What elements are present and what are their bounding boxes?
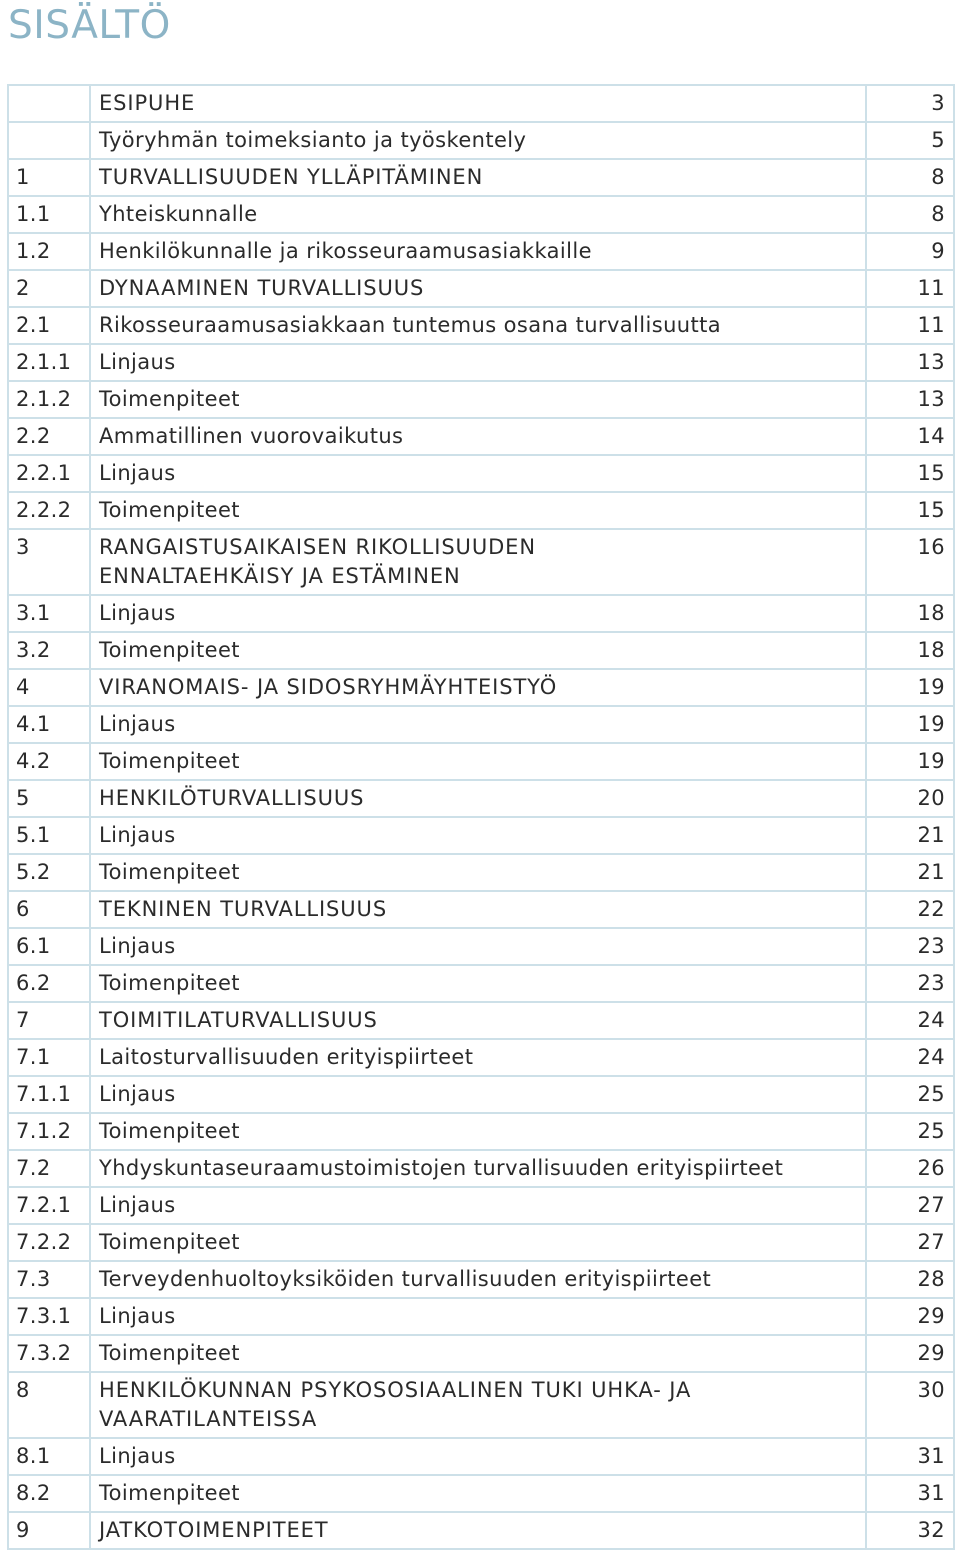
toc-page-number: 20 bbox=[866, 780, 954, 817]
toc-page-number: 3 bbox=[866, 85, 954, 122]
toc-page-number: 25 bbox=[866, 1113, 954, 1150]
toc-row[interactable] bbox=[8, 1002, 954, 1039]
toc-page-number: 24 bbox=[866, 1039, 954, 1076]
toc-section-number: 2.1.1 bbox=[8, 344, 90, 381]
toc-row[interactable] bbox=[8, 854, 954, 891]
toc-section-title: HENKILÖTURVALLISUUS bbox=[90, 780, 866, 817]
toc-section-number: 7.2.2 bbox=[8, 1224, 90, 1261]
toc-page-number: 24 bbox=[866, 1002, 954, 1039]
toc-row[interactable] bbox=[8, 891, 954, 928]
toc-section-title: TEKNINEN TURVALLISUUS bbox=[90, 891, 866, 928]
toc-section-number bbox=[8, 85, 90, 122]
toc-section-number: 7.1.1 bbox=[8, 1076, 90, 1113]
toc-row[interactable] bbox=[8, 529, 954, 595]
toc-page-number: 19 bbox=[866, 669, 954, 706]
toc-section-number: 2.1 bbox=[8, 307, 90, 344]
toc-row[interactable] bbox=[8, 1475, 954, 1512]
toc-section-title: Toimenpiteet bbox=[90, 743, 866, 780]
toc-page-number: 26 bbox=[866, 1150, 954, 1187]
toc-section-title: TURVALLISUUDEN YLLÄPITÄMINEN bbox=[90, 159, 866, 196]
toc-page-number: 15 bbox=[866, 455, 954, 492]
toc-section-number: 3.2 bbox=[8, 632, 90, 669]
toc-section-number: 4 bbox=[8, 669, 90, 706]
toc-page-number: 28 bbox=[866, 1261, 954, 1298]
toc-page-number: 19 bbox=[866, 743, 954, 780]
toc-section-number: 7 bbox=[8, 1002, 90, 1039]
toc-page-number: 9 bbox=[866, 233, 954, 270]
toc-section-title: Laitosturvallisuuden erityispiirteet bbox=[90, 1039, 866, 1076]
toc-section-number: 2.2 bbox=[8, 418, 90, 455]
toc-page-number: 31 bbox=[866, 1438, 954, 1475]
toc-row[interactable] bbox=[8, 965, 954, 1002]
toc-section-title: Toimenpiteet bbox=[90, 965, 866, 1002]
toc-section-title: Toimenpiteet bbox=[90, 854, 866, 891]
toc-section-title: Linjaus bbox=[90, 1076, 866, 1113]
toc-section-number: 8.2 bbox=[8, 1475, 90, 1512]
toc-page-number: 13 bbox=[866, 344, 954, 381]
toc-section-title: Terveydenhuoltoyksiköiden turvallisuuden erityispiirteet bbox=[90, 1261, 866, 1298]
toc-row[interactable] bbox=[8, 85, 954, 122]
toc-page-number: 31 bbox=[866, 1475, 954, 1512]
toc-section-number: 6.1 bbox=[8, 928, 90, 965]
toc-section-number: 2.1.2 bbox=[8, 381, 90, 418]
toc-section-title: Toimenpiteet bbox=[90, 1224, 866, 1261]
toc-section-number: 6 bbox=[8, 891, 90, 928]
toc-section-number: 4.1 bbox=[8, 706, 90, 743]
toc-section-number: 8 bbox=[8, 1372, 90, 1438]
toc-section-number: 7.1 bbox=[8, 1039, 90, 1076]
toc-row[interactable] bbox=[8, 307, 954, 344]
toc-page-number: 18 bbox=[866, 595, 954, 632]
toc-section-number: 7.2.1 bbox=[8, 1187, 90, 1224]
toc-page-number: 13 bbox=[866, 381, 954, 418]
toc-section-title: Toimenpiteet bbox=[90, 1335, 866, 1372]
toc-section-number: 9 bbox=[8, 1512, 90, 1549]
toc-section-number: 1.2 bbox=[8, 233, 90, 270]
toc-row[interactable] bbox=[8, 344, 954, 381]
toc-row[interactable] bbox=[8, 1224, 954, 1261]
toc-section-number: 1 bbox=[8, 159, 90, 196]
toc-row[interactable] bbox=[8, 743, 954, 780]
toc-section-number: 3 bbox=[8, 529, 90, 595]
toc-section-number: 7.3.2 bbox=[8, 1335, 90, 1372]
toc-section-title: Linjaus bbox=[90, 344, 866, 381]
toc-section-number: 7.3.1 bbox=[8, 1298, 90, 1335]
toc-page-number: 23 bbox=[866, 965, 954, 1002]
toc-page-number: 21 bbox=[866, 817, 954, 854]
toc-row[interactable] bbox=[8, 1113, 954, 1150]
toc-section-title: TOIMITILATURVALLISUUS bbox=[90, 1002, 866, 1039]
toc-section-title: Toimenpiteet bbox=[90, 492, 866, 529]
toc-section-number: 7.2 bbox=[8, 1150, 90, 1187]
toc-row[interactable] bbox=[8, 1512, 954, 1549]
toc-section-number: 7.3 bbox=[8, 1261, 90, 1298]
toc-page-number: 19 bbox=[866, 706, 954, 743]
toc-page-number: 15 bbox=[866, 492, 954, 529]
toc-section-number: 8.1 bbox=[8, 1438, 90, 1475]
toc-section-title: Toimenpiteet bbox=[90, 1113, 866, 1150]
toc-row[interactable] bbox=[8, 669, 954, 706]
toc-page-number: 11 bbox=[866, 307, 954, 344]
toc-section-number: 7.1.2 bbox=[8, 1113, 90, 1150]
toc-page-number: 5 bbox=[866, 122, 954, 159]
toc-row[interactable] bbox=[8, 1187, 954, 1224]
toc-page-number: 27 bbox=[866, 1224, 954, 1261]
toc-section-title: JATKOTOIMENPITEET bbox=[90, 1512, 866, 1549]
toc-page-number: 8 bbox=[866, 196, 954, 233]
toc-section-number: 6.2 bbox=[8, 965, 90, 1002]
toc-page-number: 16 bbox=[866, 529, 954, 595]
toc-section-title: Rikosseuraamusasiakkaan tuntemus osana turvallisuutta bbox=[90, 307, 866, 344]
toc-row[interactable] bbox=[8, 1150, 954, 1187]
toc-section-title: Työryhmän toimeksianto ja työskentely bbox=[90, 122, 866, 159]
toc-section-title: Linjaus bbox=[90, 1298, 866, 1335]
toc-section-title: Linjaus bbox=[90, 928, 866, 965]
toc-row[interactable] bbox=[8, 122, 954, 159]
toc-row[interactable] bbox=[8, 780, 954, 817]
toc-section-number: 4.2 bbox=[8, 743, 90, 780]
toc-page-number: 8 bbox=[866, 159, 954, 196]
toc-section-title: Linjaus bbox=[90, 1438, 866, 1475]
toc-row[interactable] bbox=[8, 233, 954, 270]
toc-section-title: Yhdyskuntaseuraamustoimistojen turvallisuuden erityispiirteet bbox=[90, 1150, 866, 1187]
toc-row[interactable] bbox=[8, 632, 954, 669]
toc-page-number: 32 bbox=[866, 1512, 954, 1549]
toc-section-number: 2.2.1 bbox=[8, 455, 90, 492]
toc-page-number: 29 bbox=[866, 1298, 954, 1335]
toc-row[interactable] bbox=[8, 196, 954, 233]
toc-page-number: 27 bbox=[866, 1187, 954, 1224]
toc-row[interactable] bbox=[8, 455, 954, 492]
toc-section-title: Toimenpiteet bbox=[90, 632, 866, 669]
toc-page-number: 29 bbox=[866, 1335, 954, 1372]
toc-section-title: HENKILÖKUNNAN PSYKOSOSIAALINEN TUKI UHKA- JA VAARATILANTEISSA bbox=[90, 1372, 866, 1438]
toc-page-number: 11 bbox=[866, 270, 954, 307]
toc-row[interactable] bbox=[8, 159, 954, 196]
toc-section-number: 5.2 bbox=[8, 854, 90, 891]
toc-section-title: Linjaus bbox=[90, 455, 866, 492]
toc-page-number: 14 bbox=[866, 418, 954, 455]
toc-row[interactable] bbox=[8, 1076, 954, 1113]
toc-section-number: 2.2.2 bbox=[8, 492, 90, 529]
toc-row[interactable] bbox=[8, 706, 954, 743]
toc-section-number: 3.1 bbox=[8, 595, 90, 632]
toc-page-number: 22 bbox=[866, 891, 954, 928]
toc-row[interactable] bbox=[8, 817, 954, 854]
toc-body bbox=[8, 85, 954, 1549]
toc-row[interactable] bbox=[8, 418, 954, 455]
toc-row[interactable] bbox=[8, 1039, 954, 1076]
toc-row[interactable] bbox=[8, 1261, 954, 1298]
toc-page-number: 18 bbox=[866, 632, 954, 669]
toc-row[interactable] bbox=[8, 1335, 954, 1372]
toc-section-number: 2 bbox=[8, 270, 90, 307]
toc-section-number: 5 bbox=[8, 780, 90, 817]
toc-section-title: Toimenpiteet bbox=[90, 1475, 866, 1512]
page-title: SISÄLTÖ bbox=[8, 3, 171, 48]
toc-page-number: 25 bbox=[866, 1076, 954, 1113]
toc-row[interactable] bbox=[8, 1298, 954, 1335]
toc-section-number: 5.1 bbox=[8, 817, 90, 854]
toc-row[interactable] bbox=[8, 595, 954, 632]
toc-section-title: DYNAAMINEN TURVALLISUUS bbox=[90, 270, 866, 307]
toc-row[interactable] bbox=[8, 381, 954, 418]
toc-section-title: Linjaus bbox=[90, 595, 866, 632]
toc-section-title: Ammatillinen vuorovaikutus bbox=[90, 418, 866, 455]
toc-section-number bbox=[8, 122, 90, 159]
toc-section-title: ESIPUHE bbox=[90, 85, 866, 122]
toc-page-number: 21 bbox=[866, 854, 954, 891]
toc-row[interactable] bbox=[8, 1372, 954, 1438]
toc-section-title: Linjaus bbox=[90, 706, 866, 743]
toc-section-title: Linjaus bbox=[90, 1187, 866, 1224]
toc-page-number: 23 bbox=[866, 928, 954, 965]
toc-section-title: Yhteiskunnalle bbox=[90, 196, 866, 233]
toc-section-title: Henkilökunnalle ja rikosseuraamusasiakkaille bbox=[90, 233, 866, 270]
table-of-contents bbox=[7, 84, 955, 1550]
toc-row[interactable] bbox=[8, 1438, 954, 1475]
toc-row[interactable] bbox=[8, 928, 954, 965]
toc-section-title: Toimenpiteet bbox=[90, 381, 866, 418]
toc-row[interactable] bbox=[8, 270, 954, 307]
toc-section-title: RANGAISTUSAIKAISEN RIKOLLISUUDEN ENNALTAEHKÄISY JA ESTÄMINEN bbox=[90, 529, 866, 595]
toc-section-title: Linjaus bbox=[90, 817, 866, 854]
toc-section-number: 1.1 bbox=[8, 196, 90, 233]
toc-page-number: 30 bbox=[866, 1372, 954, 1438]
toc-section-title: VIRANOMAIS- JA SIDOSRYHMÄYHTEISTYÖ bbox=[90, 669, 866, 706]
toc-row[interactable] bbox=[8, 492, 954, 529]
